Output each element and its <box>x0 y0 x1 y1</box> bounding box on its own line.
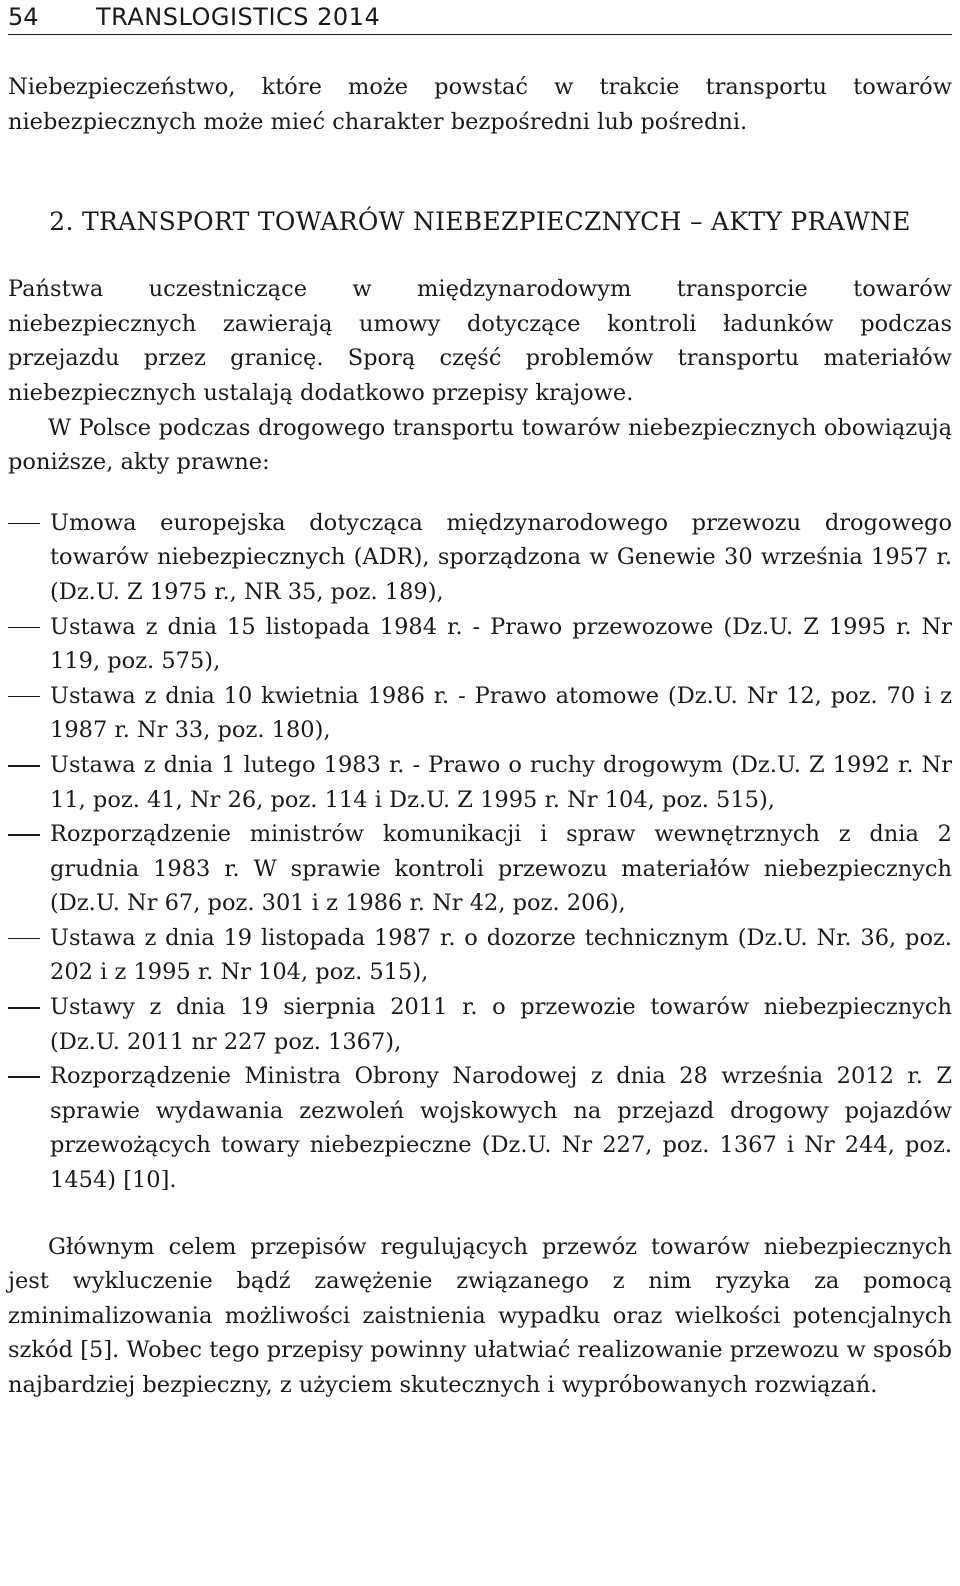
em-dash-bullet <box>8 765 40 767</box>
legal-act-text: Rozporządzenie Ministra Obrony Narodowej z dnia 28 września 2012 r. Z sprawie wydawania zezwoleń wojskowych na przejazd drogowy pojazdów przewożących towary niebezpieczne (Dz.U. Nr 227, poz. 1367 i Nr 244, poz. 1454) [10]. <box>50 1063 952 1194</box>
legal-act-text: Ustawa z dnia 10 kwietnia 1986 r. - Prawo atomowe (Dz.U. Nr 12, poz. 70 i z 1987 r. Nr 33, poz. 180), <box>50 682 952 744</box>
section-title: TRANSPORT TOWARÓW NIEBEZPIECZNYCH – AKTY PRAWNE <box>82 207 911 237</box>
paragraph-international-agreements: Państwa uczestniczące w międzynarodowym transporcie towarów niebezpiecznych zawierają umowy dotyczące kontroli ładunków podczas przejazdu przez granicę. Sporą część problemów transportu materiałów niebezpiecznych ustalają dodatkowo przepisy krajowe. <box>8 276 952 406</box>
intro-paragraph: Niebezpieczeństwo, które może powstać w trakcie transportu towarów niebezpiecznych może mieć charakter bezpośredni lub pośredni. <box>8 74 952 135</box>
legal-act-text: Umowa europejska dotycząca międzynarodowego przewozu drogowego towarów niebezpiecznych (ADR), sporządzona w Genewie 30 września 1957 r. (Dz.U. Z 1975 r., NR 35, poz. 189), <box>50 509 952 605</box>
em-dash-bullet <box>8 627 40 629</box>
running-header <box>8 0 952 35</box>
em-dash-bullet <box>8 938 40 940</box>
list-item <box>8 921 952 990</box>
paragraph-polish-regulations: W Polsce podczas drogowego transportu towarów niebezpiecznych obowiązują poniższe, akty prawne: <box>8 414 952 476</box>
journal-title: TRANSLOGISTICS 2014 <box>96 3 381 31</box>
em-dash-bullet <box>8 523 40 525</box>
section-heading <box>8 203 952 240</box>
em-dash-bullet <box>8 1007 40 1009</box>
section-number: 2. <box>49 207 74 237</box>
list-item <box>8 679 952 748</box>
legal-acts-list <box>8 506 952 1198</box>
list-item <box>8 506 952 610</box>
legal-act-text: Ustawa z dnia 15 listopada 1984 r. - Prawo przewozowe (Dz.U. Z 1995 r. Nr 119, poz. 575), <box>50 613 952 675</box>
em-dash-bullet <box>8 1076 40 1078</box>
list-item <box>8 1059 952 1197</box>
page <box>8 0 952 1403</box>
em-dash-bullet <box>8 696 40 698</box>
list-item <box>8 610 952 679</box>
legal-act-text: Ustawy z dnia 19 sierpnia 2011 r. o przewozie towarów niebezpiecznych (Dz.U. 2011 nr 227 poz. 1367), <box>50 994 952 1055</box>
legal-act-text: Ustawa z dnia 19 listopada 1987 r. o dozorze technicznym (Dz.U. Nr. 36, poz. 202 i z 1995 r. Nr 104, poz. 515), <box>50 924 952 986</box>
legal-act-text: Rozporządzenie ministrów komunikacji i spraw wewnętrznych z dnia 2 grudnia 1983 r. W sprawie kontroli przewozu materiałów niebezpiecznych (Dz.U. Nr 67, poz. 301 i z 1986 r. Nr 42, poz. 206), <box>50 821 952 917</box>
legal-act-text: Ustawa z dnia 1 lutego 1983 r. - Prawo o ruchy drogowym (Dz.U. Z 1992 r. Nr 11, poz. 41, Nr 26, poz. 114 i Dz.U. Z 1995 r. Nr 104, poz. 515), <box>50 751 952 813</box>
page-number: 54 <box>8 3 39 31</box>
em-dash-bullet <box>8 834 40 836</box>
closing-paragraph: Głównym celem przepisów regulujących przewóz towarów niebezpiecznych jest wykluczenie bądź zawężenie związanego z nim ryzyka za pomocą zminimalizowania możliwości zaistnienia wypadku oraz wielkości potencjalnych szkód [5]. Wobec tego przepisy powinny ułatwiać realizowanie przewozu w sposób najbardziej bezpieczny, z użyciem skutecznych i wypróbowanych rozwiązań. <box>8 1233 952 1398</box>
list-item <box>8 748 952 817</box>
list-item <box>8 990 952 1059</box>
list-item <box>8 817 952 921</box>
